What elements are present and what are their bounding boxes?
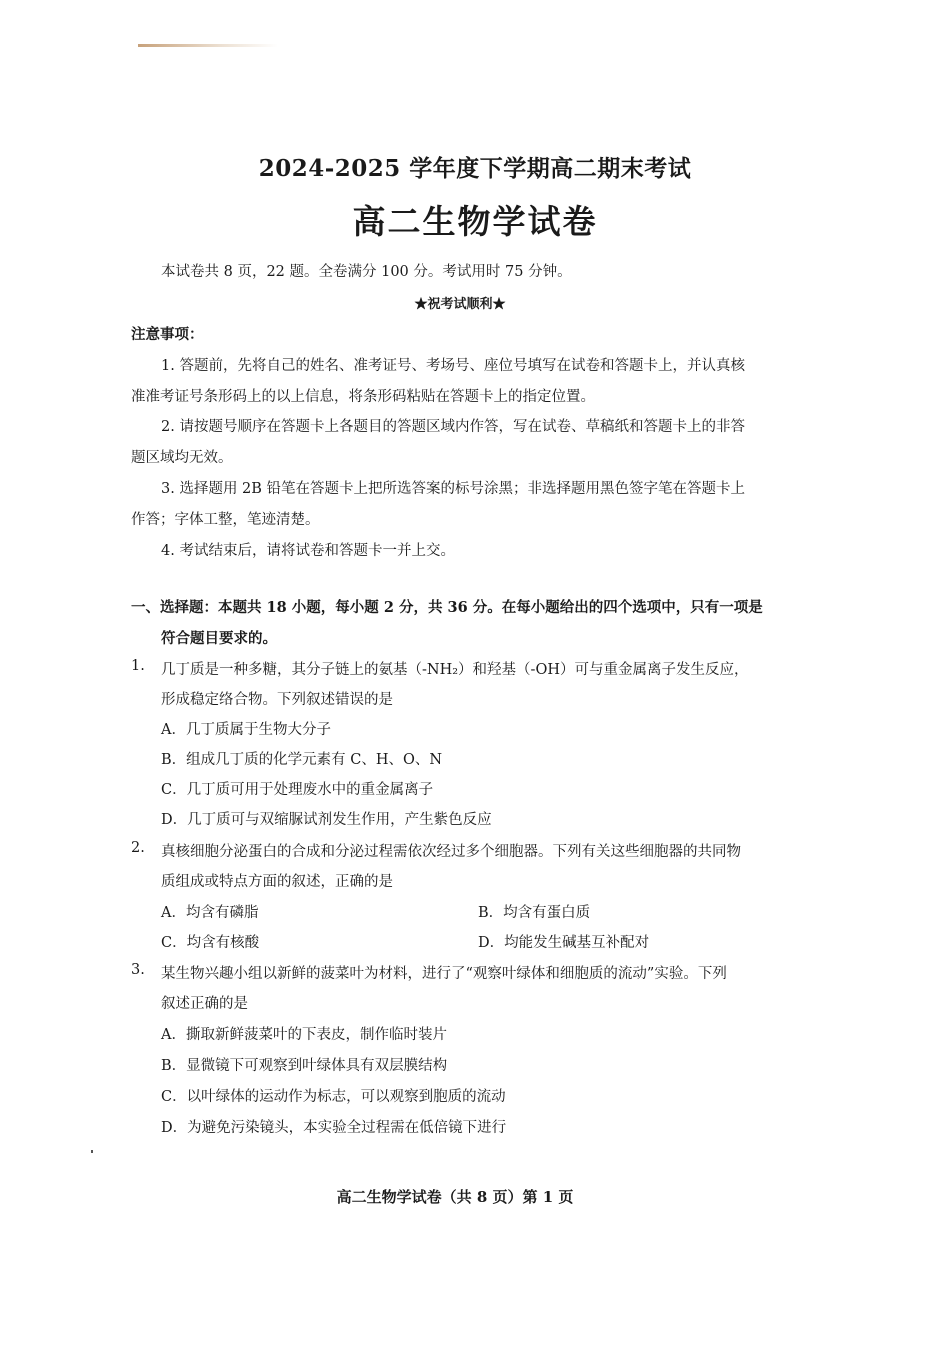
question-1-option-a: A．几丁质属于生物大分子 bbox=[161, 722, 331, 738]
question-1-option-d: D．几丁质可与双缩脲试剂发生作用，产生紫色反应 bbox=[161, 812, 492, 828]
question-2-option-c: C．均含有核酸 bbox=[161, 935, 260, 951]
page-footer: 高二生物学试卷（共 8 页）第 1 页 bbox=[336, 1188, 574, 1206]
question-number: 1. bbox=[131, 658, 145, 674]
question-3-stem-line-1: 某生物兴趣小组以新鲜的菠菜叶为材料，进行了“观察叶绿体和细胞质的流动”实验。下列 bbox=[161, 966, 727, 982]
question-1-option-c: C．几丁质可用于处理废水中的重金属离子 bbox=[161, 782, 434, 798]
question-2-option-b: B．均含有蛋白质 bbox=[478, 905, 591, 921]
question-3-stem-line-2: 叙述正确的是 bbox=[161, 996, 248, 1012]
section-heading-line-2: 符合题目要求的。 bbox=[161, 630, 277, 647]
notice-item-1-line-2: 准准考证号条形码上的以上信息，将条形码粘贴在答题卡上的指定位置。 bbox=[131, 389, 595, 405]
question-3-option-a: A．撕取新鲜菠菜叶的下表皮，制作临时装片 bbox=[161, 1027, 447, 1043]
question-2-option-d: D．均能发生碱基互补配对 bbox=[478, 935, 650, 951]
paper-intro: 本试卷共 8 页，22 题。全卷满分 100 分。考试用时 75 分钟。 bbox=[161, 264, 572, 280]
blessing-text: ★祝考试顺利★ bbox=[414, 297, 506, 312]
notice-item-2-line-1: 2. 请按题号顺序在答题卡上各题目的答题区域内作答，写在试卷、草稿纸和答题卡上的非答 bbox=[161, 419, 745, 435]
question-number: 3. bbox=[131, 962, 145, 978]
scan-artifact bbox=[138, 44, 278, 47]
paper-title: 高二生物学试卷 bbox=[352, 202, 598, 241]
question-2-option-a: A．均含有磷脂 bbox=[161, 905, 259, 921]
exam-title: 2024-2025 学年度下学期高二期末考试 bbox=[258, 155, 692, 182]
notice-item-3-line-1: 3. 选择题用 2B 铅笔在答题卡上把所选答案的标号涂黑；非选择题用黑色签字笔在答题卡上 bbox=[161, 481, 746, 497]
question-1-stem-line-2: 形成稳定络合物。下列叙述错误的是 bbox=[161, 692, 393, 708]
question-3-option-d: D．为避免污染镜头，本实验全过程需在低倍镜下进行 bbox=[161, 1120, 507, 1136]
question-2-stem-line-2: 质组成或特点方面的叙述，正确的是 bbox=[161, 874, 393, 890]
question-3-option-b: B．显微镜下可观察到叶绿体具有双层膜结构 bbox=[161, 1058, 448, 1074]
question-3-option-c: C．以叶绿体的运动作为标志，可以观察到胞质的流动 bbox=[161, 1089, 506, 1105]
section-heading-line-1: 一、选择题：本题共 18 小题，每小题 2 分，共 36 分。在每小题给出的四个选项中，只有一项是 bbox=[131, 599, 763, 616]
question-2-stem-line-1: 真核细胞分泌蛋白的合成和分泌过程需依次经过多个细胞器。下列有关这些细胞器的共同物 bbox=[161, 844, 741, 860]
scan-speck bbox=[91, 1150, 93, 1153]
question-1-stem-line-1: 几丁质是一种多糖，其分子链上的氨基（-NH₂）和羟基（-OH）可与重金属离子发生反应， bbox=[161, 662, 749, 678]
notice-item-3-line-2: 作答；字体工整，笔迹清楚。 bbox=[131, 512, 320, 528]
notice-heading: 注意事项： bbox=[131, 326, 204, 343]
question-1-option-b: B．组成几丁质的化学元素有 C、H、O、N bbox=[161, 752, 443, 768]
notice-item-4: 4. 考试结束后，请将试卷和答题卡一并上交。 bbox=[161, 543, 455, 559]
question-number: 2. bbox=[131, 840, 145, 856]
notice-item-2-line-2: 题区域均无效。 bbox=[131, 450, 233, 466]
notice-item-1-line-1: 1. 答题前，先将自己的姓名、准考证号、考场号、座位号填写在试卷和答题卡上，并认真核 bbox=[161, 358, 745, 374]
